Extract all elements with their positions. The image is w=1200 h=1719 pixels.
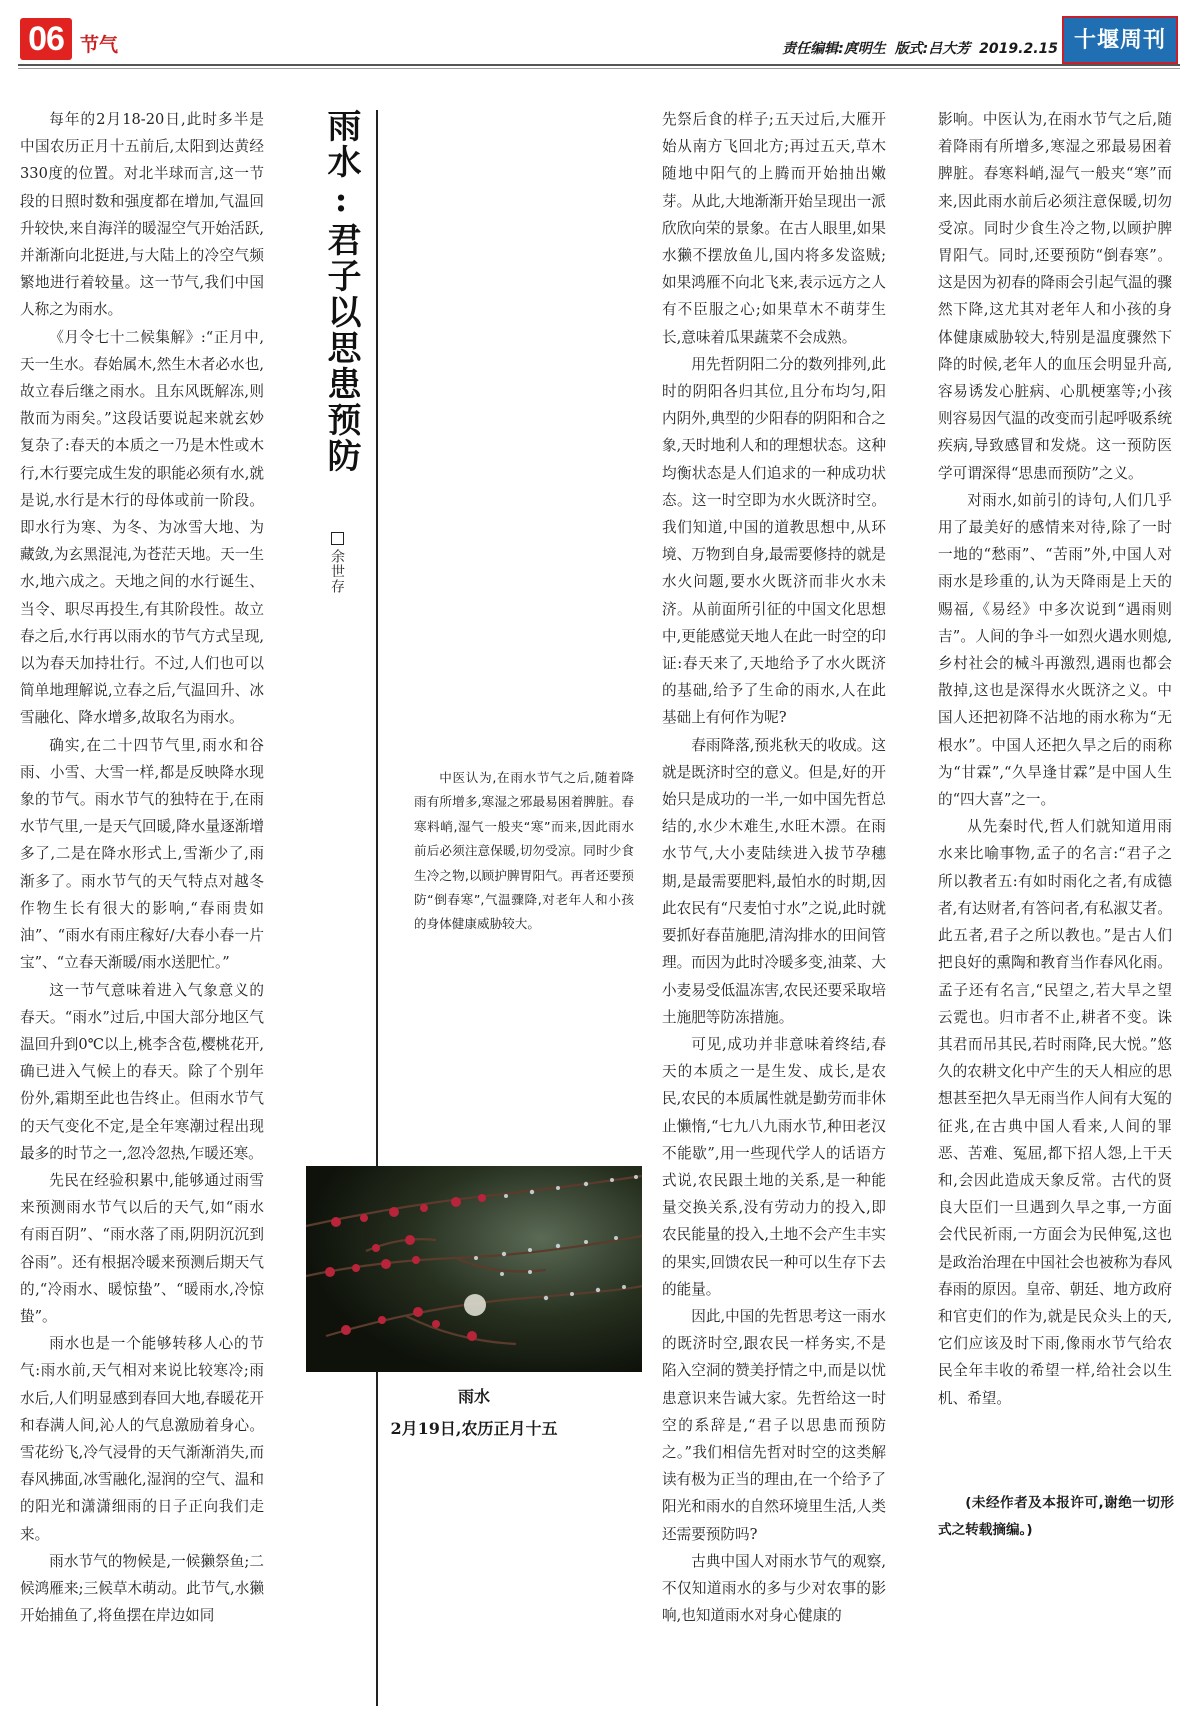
paragraph: 确实,在二十四节气里,雨水和谷雨、小雪、大雪一样,都是反映降水现象的节气。雨水节气的独特在于,在雨水节气里,一是天气回暖,降水量逐渐增多了,二是在降水形式上,雪渐少了,雨渐多了。雨水节气的天气特点对越冬作物生长有很大的影响,“春雨贵如油”、“雨水有雨庄稼好/大春小春一片宝”、“立春天渐暖/雨水送肥忙。” xyxy=(20,736,264,972)
masthead-logo: 十堰周刊 xyxy=(1062,16,1178,64)
paragraph: 从先秦时代,哲人们就知道用雨水来比喻事物,孟子的名言:“君子之所以教者五:有如时雨化之者,有成德者,有达财者,有答问者,有私淑艾者。此五者,君子之所以教也。”是古人们把良好的熏陶和教育当作春风化雨。孟子还有名言,“民望之,若大旱之望云霓也。归市者不止,耕者不变。诛其君而吊其民,若时雨降,民大悦。”悠久的农耕文化中产生的天人相应的思想甚至把久旱无雨当作人间有大冤的征兆,在古典中国人看来,人间的罪恶、苦难、冤屈,都下招人怨,上干天和,会因此造成天象反常。古代的贤良大臣们一旦遇到久旱之事,一方面会代民祈雨,一方面会为民伸冤,这也是政治治理在中国社会也被称为春风春雨的原因。皇帝、朝廷、地方政府和官吏们的作为,就是民众头上的天,它们应该及时下雨,像雨水节气给农民全年丰收的希望一样,给社会以生机、希望。 xyxy=(938,818,1172,1407)
article-column-1 xyxy=(20,106,264,1706)
byline xyxy=(327,532,347,594)
paragraph: 因此,中国的先哲思考这一雨水的既济时空,跟农民一样务实,不是陷入空洞的赞美抒情之中,而是以忧患意识来告诫大家。先哲给这一时空的系辞是,“君子以思患而预防之。”我们相信先哲对时空的这类解读有极为正当的理由,在一个给予了阳光和雨水的自然环境里生活,人类还需要预防吗? xyxy=(662,1307,886,1543)
layout-credit: 版式:吕大芳 xyxy=(894,41,971,57)
photo-caption-date: 2月19日,农历正月十五 xyxy=(390,1419,558,1438)
byline-box-icon xyxy=(331,532,344,545)
editor-credit: 责任编辑:庹明生 xyxy=(782,41,886,57)
copyright-notice-text: (未经作者及本报许可,谢绝一切形式之转载摘编。) xyxy=(938,1495,1174,1538)
header-rule xyxy=(18,64,1180,66)
pull-quote xyxy=(414,766,634,937)
paragraph: 每年的2月18-20日,此时多半是中国农历正月十五前后,太阳到达黄经330度的位置。对北半球而言,这一节段的日照时数和强度都在增加,气温回升较快,来自海洋的暖湿空气开始活跃,并渐渐向北挺进,与大陆上的冷空气频繁地进行着较量。这一节气,我们中国人称之为雨水。 xyxy=(20,111,264,319)
page-header xyxy=(0,0,1200,80)
article-column-2 xyxy=(662,106,886,1706)
copyright-notice xyxy=(938,1490,1174,1544)
paragraph: 用先哲阴阳二分的数列排列,此时的阴阳各归其位,且分布均匀,阳内阴外,典型的少阳春的阴阳和合之象,天时地利人和的理想状态。这种均衡状态是人们追求的一种成功状态。这一时空即为水火既济时空。我们知道,中国的道教思想中,从环境、万物到自身,最需要修持的就是水火问题,要水火既济而非火水未济。从前面所引征的中国文化思想中,更能感觉天地人在此一时空的印证:春天来了,天地给予了水火既济的基础,给予了生命的雨水,人在此基础上有何作为呢? xyxy=(662,355,886,727)
page-number: 06 xyxy=(20,18,72,60)
section-label: 节气 xyxy=(80,34,119,56)
branch-illustration xyxy=(306,1166,642,1372)
paragraph: 先民在经验积累中,能够通过雨雪来预测雨水节气以后的天气,如“雨水有雨百阴”、“雨水落了雨,阴阴沉沉到谷雨”。还有根据冷暖来预测后期天气的,“冷雨水、暖惊蛰”、“暖雨水,冷惊蛰”。 xyxy=(20,1171,264,1325)
article-column-3 xyxy=(938,106,1172,1476)
paragraph: 雨水节气的物候是,一候獭祭鱼;二候鸿雁来;三候草木萌动。此节气,水獭开始捕鱼了,将鱼摆在岸边如同 xyxy=(20,1552,264,1625)
paragraph: 这一节气意味着进入气象意义的春天。“雨水”过后,中国大部分地区气温回升到0℃以上,桃李含苞,樱桃花开,确已进入气候上的春天。除了个别年份外,霜期至此也告终止。但雨水节气的天气变化不定,是全年寒潮过程出现最多的时节之一,忽冷忽热,乍暖还寒。 xyxy=(20,981,264,1162)
article-title: 雨水:君子以思患预防 xyxy=(321,108,361,474)
pull-quote-text: 中医认为,在雨水节气之后,随着降雨有所增多,寒湿之邪最易困着脾脏。春寒料峭,湿气一般夹“寒”而来,因此雨水前后必须注意保暖,切勿受凉。同时少食生冷之物,以顾护脾胃阳气。再者还要预防“倒春寒”,气温骤降,对老年人和小孩的身体健康威胁较大。 xyxy=(414,770,634,932)
credits xyxy=(778,38,1058,58)
issue-date: 2019.2.15 xyxy=(979,41,1058,57)
author-name: 余世存 xyxy=(329,549,345,594)
paragraph: 可见,成功并非意味着终结,春天的本质之一是生发、成长,是农民,农民的本质属性就是勤劳而非休止懒惰,“七九八九雨水节,种田老汉不能歇”,用一些现代学人的话语方式说,农民跟土地的关系,是一种能量交换关系,没有劳动力的投入,即农民能量的投入,土地不会产生丰实的果实,回馈农民一种可以生存下去的能量。 xyxy=(662,1035,886,1298)
paragraph: 春雨降落,预兆秋天的收成。这就是既济时空的意义。但是,好的开始只是成功的一半,一如中国先哲总结的,水少木难生,水旺木漂。在雨水节气,大小麦陆续进入拔节孕穗期,是最需要肥料,最怕水的时期,因此农民有“尺麦怕寸水”之说,此时就要抓好春苗施肥,清沟排水的田间管理。而因为此时冷暖多变,油菜、大小麦易受低温冻害,农民还要采取培土施肥等防冻措施。 xyxy=(662,736,886,1026)
photo-caption-title: 雨水 xyxy=(457,1387,490,1406)
title-divider xyxy=(376,110,378,1706)
paragraph: 《月令七十二候集解》:“正月中,天一生水。春始属木,然生木者必水也,故立春后继之雨水。且东风既解冻,则散而为雨矣。”这段话要说起来就玄妙复杂了:春天的本质之一乃是木性或木行,木行要完成生发的职能必须有水,就是说,水行是木行的母体或前一阶段。即水行为寒、为冬、为冰雪大地、为藏敛,为玄黑混沌,为苍茫天地。天一生水,地六成之。天地之间的水行诞生、当令、职尽再投生,有其阶段性。故立春之后,水行再以雨水的节气方式呈现,以为春天加持壮行。不过,人们也可以简单地理解说,立春之后,气温回升、冰雪融化、降水增多,故取名为雨水。 xyxy=(20,328,264,727)
paragraph: 古典中国人对雨水节气的观察,不仅知道雨水的多与少对农事的影响,也知道雨水对身心健康的 xyxy=(662,1552,886,1625)
paragraph: 先祭后食的样子;五天过后,大雁开始从南方飞回北方;再过五天,草木随地中阳气的上腾而开始抽出嫩芽。从此,大地渐渐开始呈现出一派欣欣向荣的景象。在古人眼里,如果水獭不摆放鱼儿,国内将多发盗贼;如果鸿雁不向北飞来,表示远方之人有不臣服之心;如果草木不萌芽生长,意味着瓜果蔬菜不会成熟。 xyxy=(662,111,886,346)
header-rule-thin xyxy=(18,68,1180,69)
paragraph: 雨水也是一个能够转移人心的节气:雨水前,天气相对来说比较寒冷;雨水后,人们明显感到春回大地,春暖花开和春满人间,沁人的气息激励着身心。雪花纷飞,冷气浸骨的天气渐渐消失,而春风拂面,冰雪融化,湿润的空气、温和的阳光和潇潇细雨的日子正向我们走来。 xyxy=(20,1335,264,1543)
rain-branch-photo xyxy=(306,1166,642,1372)
paragraph: 影响。中医认为,在雨水节气之后,随着降雨有所增多,寒湿之邪最易困着脾脏。春寒料峭,湿气一般夹“寒”而来,因此雨水前后必须注意保暖,切勿受凉。同时少食生冷之物,以顾护脾胃阳气。同时,还要预防“倒春寒”。这是因为初春的降雨会引起气温的骤然下降,这尤其对老年人和小孩的身体健康威胁较大,特别是温度骤然下降的时候,老年人的血压会明显升高,容易诱发心脏病、心肌梗塞等;小孩则容易因气温的改变而引起呼吸系统疾病,导致感冒和发烧。这一预防医学可谓深得“思患而预防”之义。 xyxy=(938,111,1172,482)
paragraph: 对雨水,如前引的诗句,人们几乎用了最美好的感情来对待,除了一时一地的“愁雨”、“苦雨”外,中国人对雨水是珍重的,认为天降雨是上天的赐福,《易经》中多次说到“遇雨则吉”。人间的争斗一如烈火遇水则熄,乡村社会的械斗再激烈,遇雨也都会散掉,这也是深得水火既济之义。中国人还把初降不沾地的雨水称为“无根水”。中国人还把久旱之后的雨称为“甘霖”,“久旱逢甘霖”是中国人生的“四大喜”之一。 xyxy=(938,491,1172,809)
